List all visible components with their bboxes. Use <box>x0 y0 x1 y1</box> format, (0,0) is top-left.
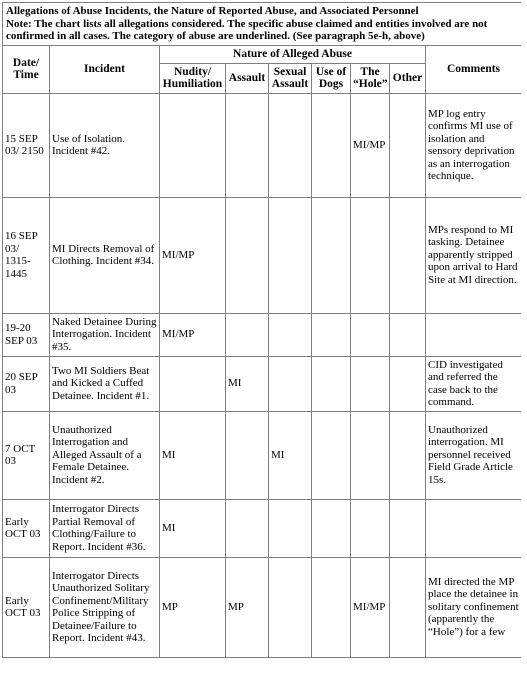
other-cell <box>390 93 426 197</box>
sexual-assault-cell <box>269 93 312 197</box>
document-frame <box>2 2 521 675</box>
dogs-cell <box>312 356 351 411</box>
hole-cell <box>351 197 390 313</box>
assault-cell: MI <box>226 356 269 411</box>
comments-cell: MI directed the MP place the detainee in solitary confinement (apparently the “Hole”) for a few <box>426 557 522 657</box>
table-row <box>3 197 522 313</box>
nudity-cell: MI/MP <box>160 197 226 313</box>
date-cell: Early OCT 03 <box>3 499 50 557</box>
incident-cell: Interrogator Directs Unauthorized Solitary Confinement/Military Police Stripping of Detainee/Failure to Report. Incident #43. <box>50 557 160 657</box>
title-line-1: Allegations of Abuse Incidents, the Nature of Reported Abuse, and Associated Personnel <box>6 5 419 17</box>
title-row <box>3 3 522 46</box>
table-title <box>3 3 522 46</box>
other-cell <box>390 499 426 557</box>
incident-cell: Naked Detainee During Interrogation. Incident #35. <box>50 313 160 356</box>
sexual-assault-cell <box>269 557 312 657</box>
incident-cell: Two MI Soldiers Beat and Kicked a Cuffed Detainee. Incident #1. <box>50 356 160 411</box>
dogs-cell <box>312 93 351 197</box>
table-row <box>3 557 522 657</box>
assault-cell: MP <box>226 557 269 657</box>
header-other: Other <box>390 63 426 93</box>
date-cell: Early OCT 03 <box>3 557 50 657</box>
assault-cell <box>226 93 269 197</box>
hole-cell <box>351 356 390 411</box>
header-hole: The “Hole” <box>351 63 390 93</box>
other-cell <box>390 313 426 356</box>
comments-cell: CID investigated and referred the case back to the command. <box>426 356 522 411</box>
header-incident: Incident <box>50 45 160 93</box>
nudity-cell <box>160 93 226 197</box>
assault-cell <box>226 499 269 557</box>
sexual-assault-cell <box>269 313 312 356</box>
nudity-cell <box>160 356 226 411</box>
assault-cell <box>226 197 269 313</box>
nudity-cell: MI <box>160 411 226 499</box>
header-sexual-assault: Sexual Assault <box>269 63 312 93</box>
other-cell <box>390 197 426 313</box>
other-cell <box>390 356 426 411</box>
header-row-1 <box>3 45 522 63</box>
hole-cell <box>351 411 390 499</box>
hole-cell: MI/MP <box>351 557 390 657</box>
header-nudity: Nudity/ Humiliation <box>160 63 226 93</box>
comments-cell: MP log entry confirms MI use of isolation and sensory deprivation as an interrogation technique. <box>426 93 522 197</box>
header-nature-group: Nature of Alleged Abuse <box>160 45 426 63</box>
comments-cell <box>426 499 522 557</box>
date-cell: 19-20 SEP 03 <box>3 313 50 356</box>
incident-cell: MI Directs Removal of Clothing. Incident #34. <box>50 197 160 313</box>
comments-cell: Unauthorized interrogation. MI personnel received Field Grade Article 15s. <box>426 411 522 499</box>
table-row <box>3 93 522 197</box>
comments-cell: MPs respond to MI tasking. Detainee apparently stripped upon arrival to Hard Site at MI direction. <box>426 197 522 313</box>
header-date: Date/ Time <box>3 45 50 93</box>
nudity-cell: MI/MP <box>160 313 226 356</box>
title-note: Note: The chart lists all allegations considered. The specific abuse claimed and entities involved are not confirmed in all cases. The category of abuse are underlined. (See paragraph 5e-h, above) <box>6 17 488 42</box>
dogs-cell <box>312 197 351 313</box>
table-row <box>3 411 522 499</box>
incident-cell: Use of Isolation. Incident #42. <box>50 93 160 197</box>
incident-cell: Interrogator Directs Partial Removal of Clothing/Failure to Report. Incident #36. <box>50 499 160 557</box>
sexual-assault-cell <box>269 499 312 557</box>
hole-cell: MI/MP <box>351 93 390 197</box>
dogs-cell <box>312 411 351 499</box>
sexual-assault-cell <box>269 356 312 411</box>
dogs-cell <box>312 499 351 557</box>
table-row <box>3 499 522 557</box>
header-assault: Assault <box>226 63 269 93</box>
hole-cell <box>351 499 390 557</box>
date-cell: 15 SEP 03/ 2150 <box>3 93 50 197</box>
other-cell <box>390 411 426 499</box>
other-cell <box>390 557 426 657</box>
nudity-cell: MP <box>160 557 226 657</box>
assault-cell <box>226 411 269 499</box>
header-use-of-dogs: Use of Dogs <box>312 63 351 93</box>
sexual-assault-cell <box>269 197 312 313</box>
table-row <box>3 313 522 356</box>
table-row <box>3 356 522 411</box>
incident-cell: Unauthorized Interrogation and Alleged Assault of a Female Detainee. Incident #2. <box>50 411 160 499</box>
dogs-cell <box>312 557 351 657</box>
comments-cell <box>426 313 522 356</box>
hole-cell <box>351 313 390 356</box>
date-cell: 7 OCT 03 <box>3 411 50 499</box>
dogs-cell <box>312 313 351 356</box>
sexual-assault-cell: MI <box>269 411 312 499</box>
nudity-cell: MI <box>160 499 226 557</box>
header-comments: Comments <box>426 45 522 93</box>
abuse-allegations-table <box>2 2 521 658</box>
assault-cell <box>226 313 269 356</box>
date-cell: 20 SEP 03 <box>3 356 50 411</box>
date-cell: 16 SEP 03/ 1315-1445 <box>3 197 50 313</box>
